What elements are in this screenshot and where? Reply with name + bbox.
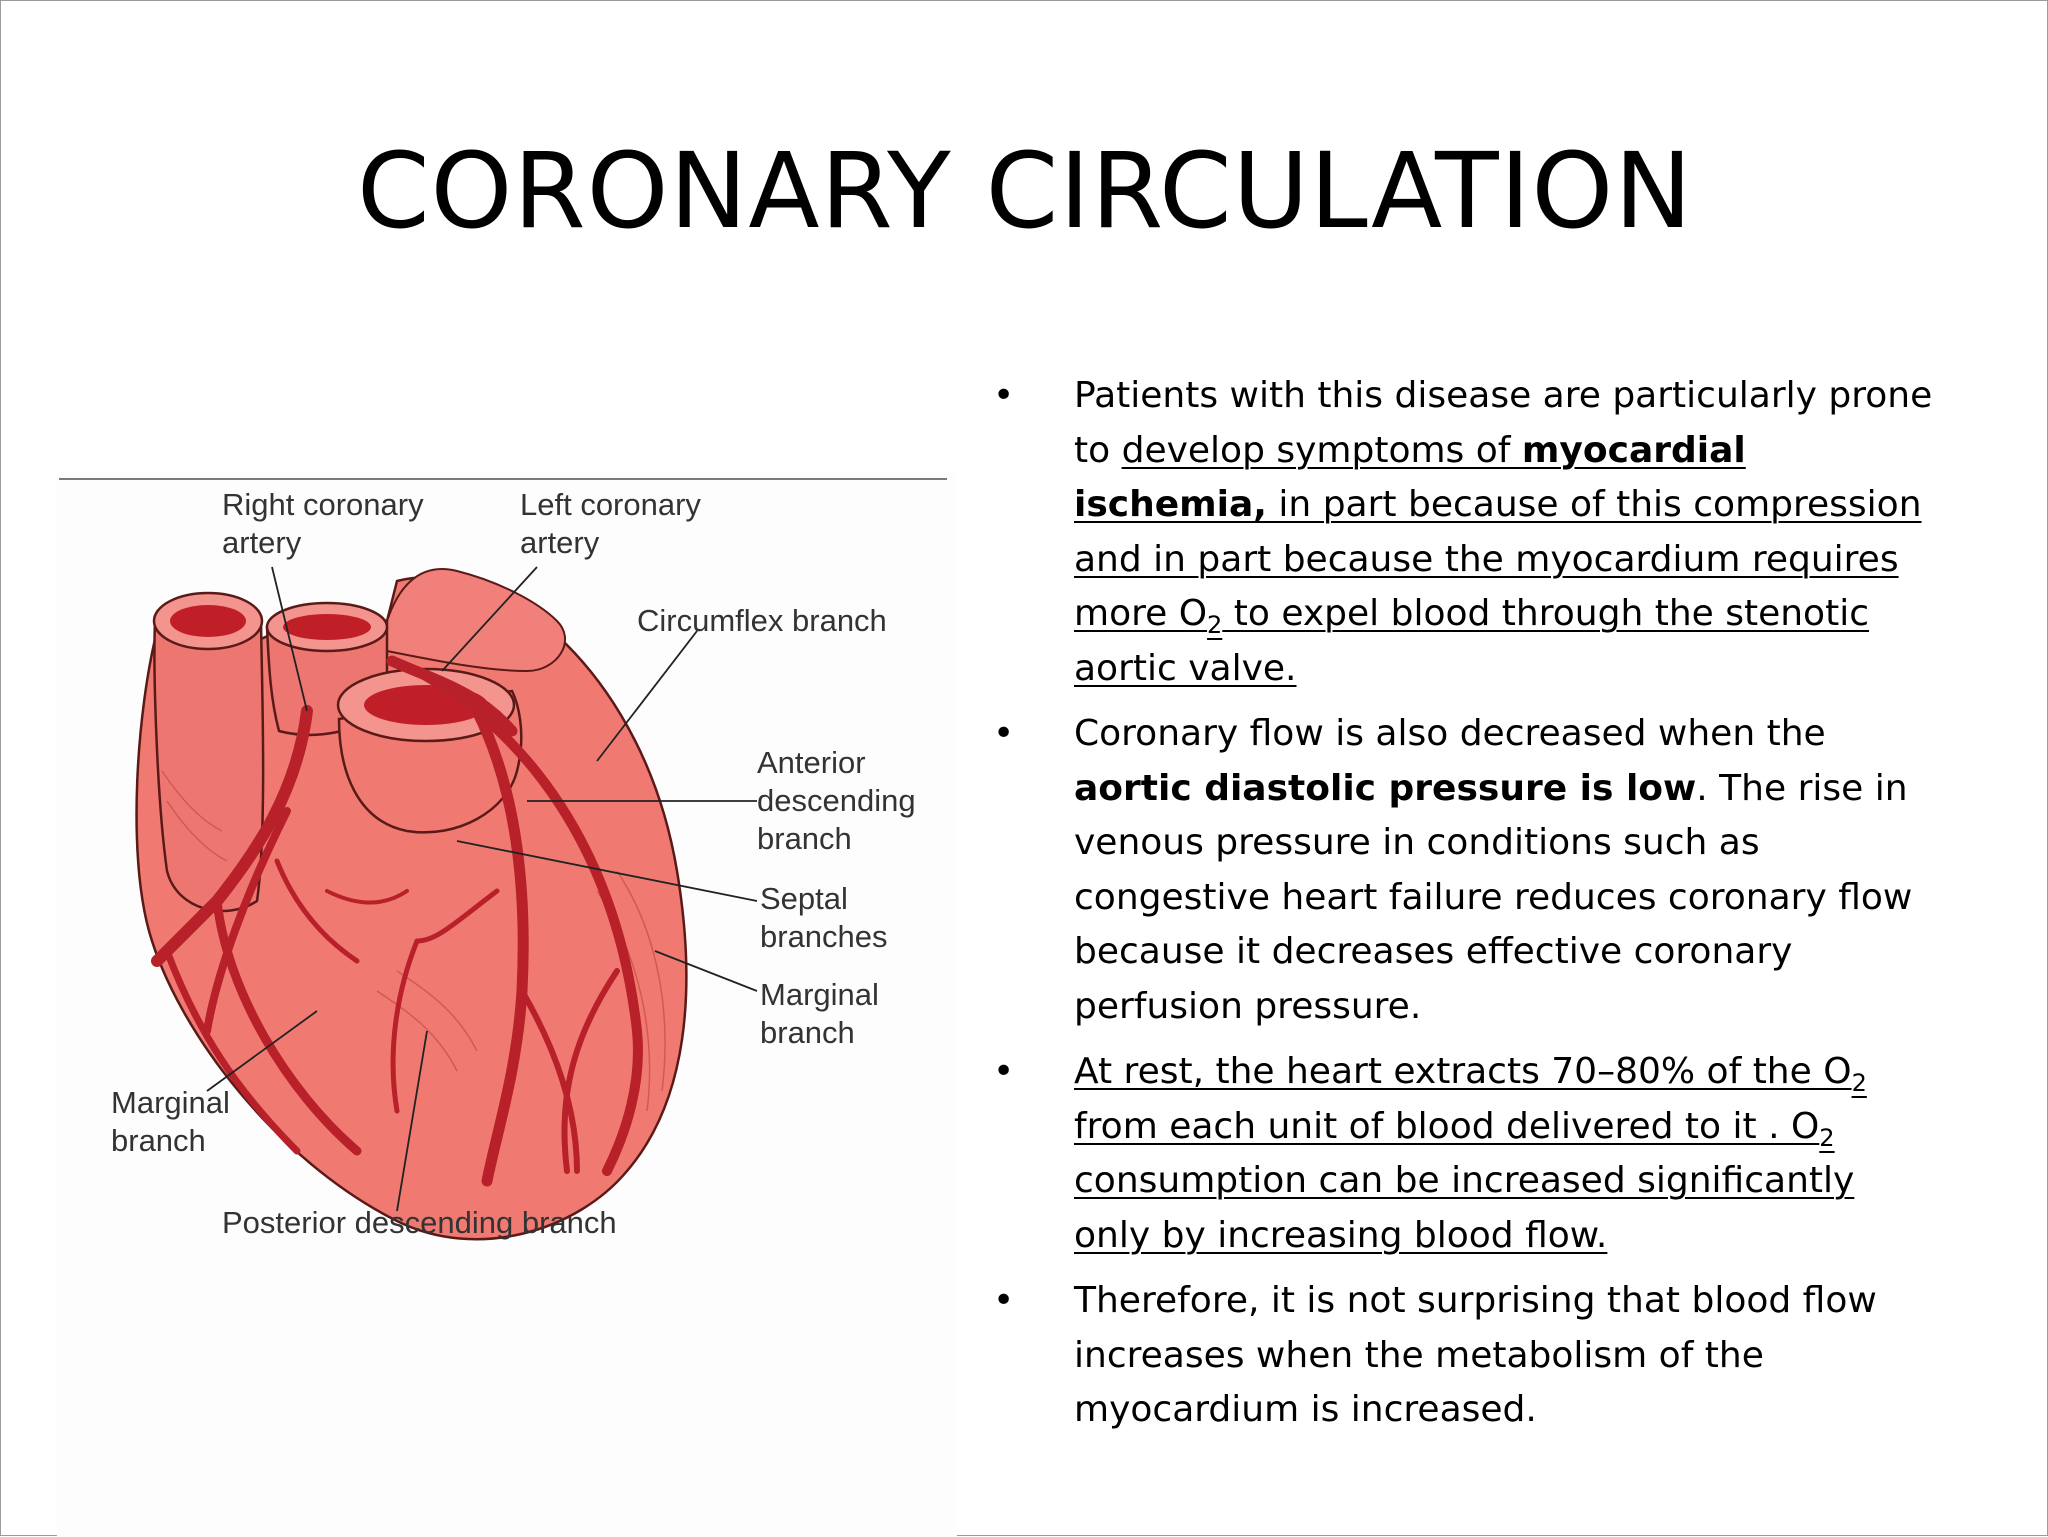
label-marginal-right: Marginal	[760, 977, 879, 1012]
bullet-list	[993, 369, 1933, 1449]
bullet-glyph: •	[993, 1280, 1015, 1321]
svg-text:artery: artery	[520, 525, 600, 560]
svg-text:branch: branch	[111, 1123, 206, 1158]
svg-text:branch: branch	[760, 1015, 855, 1050]
heart-illustration	[57, 471, 957, 1537]
label-left-coronary: Left coronary	[520, 487, 701, 522]
bullet-glyph: •	[993, 1051, 1015, 1092]
label-septal: Septal	[760, 881, 848, 916]
label-anterior-descending: Anterior	[757, 745, 866, 780]
bullet-item: • Therefore, it is not surprising that blood flow increases when the metabolism of the myocardium is increased.	[993, 1274, 1933, 1438]
svg-text:artery: artery	[222, 525, 302, 560]
svg-text:branch: branch	[757, 821, 852, 856]
label-posterior-descending: Posterior descending branch	[222, 1205, 617, 1240]
bullet-glyph: •	[993, 375, 1015, 416]
slide-title: CORONARY CIRCULATION	[356, 130, 1694, 252]
svg-text:branches: branches	[760, 919, 888, 954]
bullet-item: • Patients with this disease are particularly prone to develop symptoms of myocardial ischemia, in part because of this compression and in part because the myocardium requires more $O_2$ to expel blood through the stenotic aortic valve.	[993, 369, 1933, 696]
svg-text:descending: descending	[757, 783, 916, 818]
label-right-coronary: Right coronary	[222, 487, 424, 522]
bullet-item: • At rest, the heart extracts 70–80% of the $O_2$ from each unit of blood delivered to it . $O_2$ consumption can be increased significantly only by increasing blood flow.	[993, 1045, 1933, 1263]
bullet-glyph: •	[993, 713, 1015, 754]
label-marginal-left: Marginal	[111, 1085, 230, 1120]
label-circumflex: Circumflex branch	[637, 603, 887, 638]
bullet-item: • Coronary flow is also decreased when the aortic diastolic pressure is low. The rise in venous pressure in conditions such as congestive heart failure reduces coronary flow because it decreases effective coronary perfusion pressure.	[993, 707, 1933, 1034]
left-atrium	[387, 569, 565, 671]
coronary-heart-figure	[57, 471, 957, 1537]
